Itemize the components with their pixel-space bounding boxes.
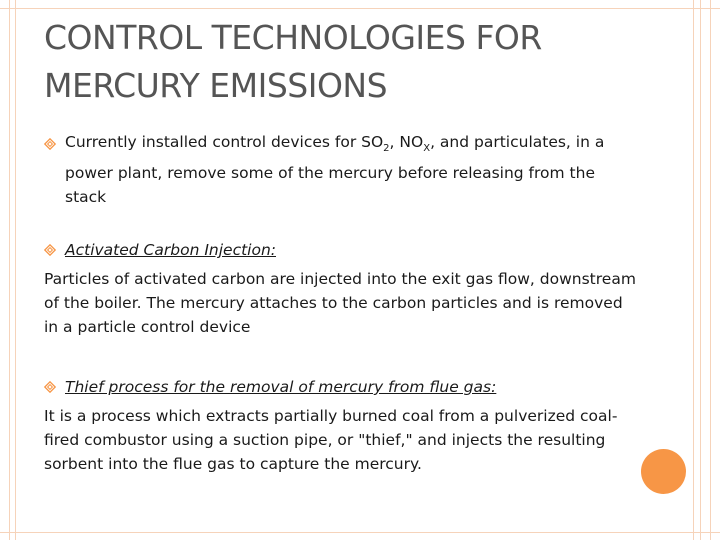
bullet-2-heading: Activated Carbon Injection:	[65, 241, 276, 259]
frame-line-left-2	[15, 0, 16, 540]
bullet-1-line-2: power plant, remove some of the mercury before releasing from the	[65, 164, 595, 183]
diamond-bullet-icon	[44, 244, 56, 256]
bullet-1-sub-x: X	[423, 143, 431, 155]
frame-line-right-1	[693, 0, 694, 540]
bullet-1-mid: , NO	[389, 133, 424, 151]
bullet-3-line-2: fired combustor using a suction pipe, or "thief," and injects the resulting	[44, 431, 606, 449]
slide-title-line-1: CONTROL TECHNOLOGIES FOR	[44, 18, 542, 57]
frame-line-right-2	[700, 0, 701, 540]
bullet-1-sub-2: 2	[383, 143, 390, 155]
bullet-3-line-1: It is a process which extracts partially burned coal from a pulverized coal-	[44, 407, 618, 425]
bullet-2-body	[44, 267, 684, 339]
bullet-1-text	[65, 130, 665, 209]
slide-title-line-2: MERCURY EMISSIONS	[44, 66, 388, 105]
bullet-1-intro: Currently installed control devices for SO	[65, 133, 384, 151]
bullet-2-line-2: of the boiler. The mercury attaches to the carbon particles and is removed	[44, 294, 623, 312]
bullet-2-line-1: Particles of activated carbon are injected into the exit gas flow, downstream	[44, 270, 636, 288]
bullet-1-line-3: stack	[65, 188, 107, 207]
diamond-bullet-icon	[44, 381, 56, 393]
slide-title	[44, 14, 542, 110]
frame-line-bottom	[0, 532, 720, 533]
decorative-circle	[641, 449, 686, 494]
frame-line-right-3	[710, 0, 711, 540]
bullet-3-body	[44, 404, 684, 476]
bullet-3-line-3: sorbent into the flue gas to capture the mercury.	[44, 455, 422, 473]
frame-line-top	[0, 8, 720, 9]
frame-line-left-1	[9, 0, 10, 540]
bullet-3-heading: Thief process for the removal of mercury from flue gas:	[65, 378, 497, 396]
diamond-bullet-icon	[44, 138, 56, 150]
bullet-1-rest: , and particulates, in a	[430, 133, 605, 151]
bullet-2-line-3: in a particle control device	[44, 318, 251, 336]
